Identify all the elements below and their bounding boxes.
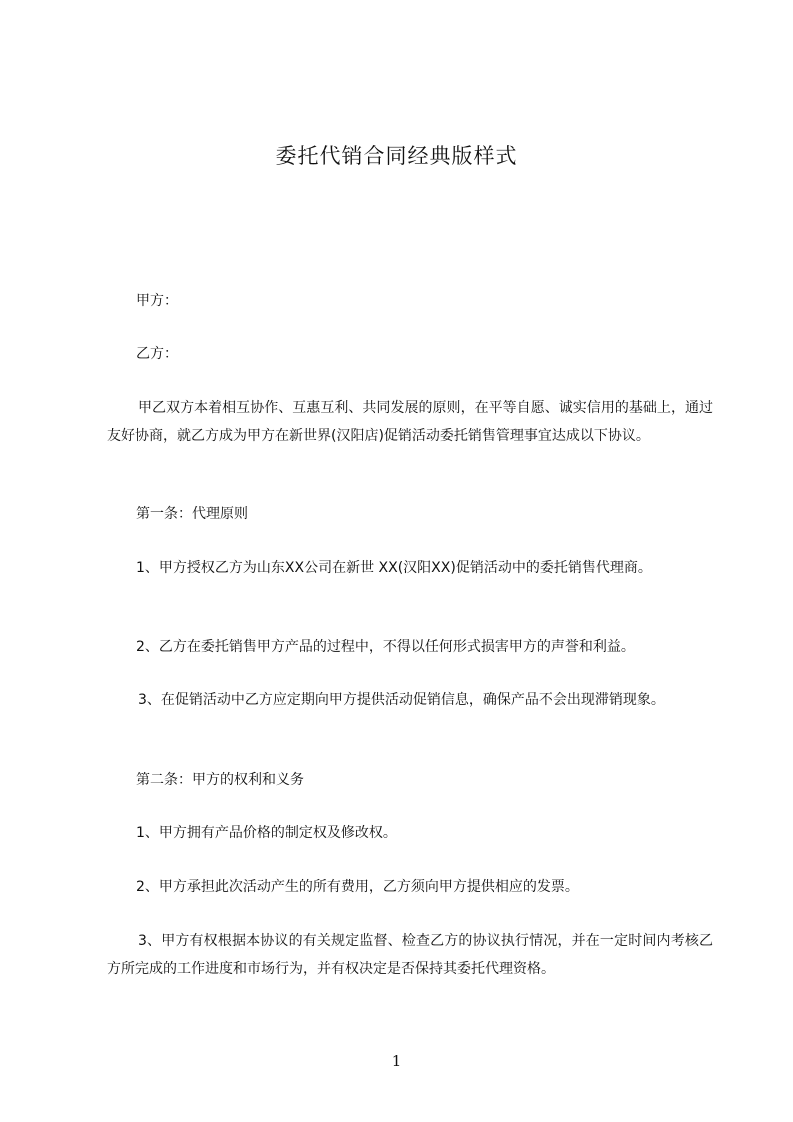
article-2-item-3: 3、甲方有权根据本协议的有关规定监督、检查乙方的协议执行情况，并在一定时间内考核乙方所完成的工作进度和市场行为，并有权决定是否保持其委托代理资格。 — [107, 933, 713, 977]
party-b-line: 乙方： — [136, 346, 178, 362]
preamble-paragraph: 甲乙双方本着相互协作、互惠互利、共同发展的原则，在平等自愿、诚实信用的基础上，通过友好协商，就乙方成为甲方在新世界(汉阳店)促销活动委托销售管理事宜达成以下协议。 — [107, 400, 713, 444]
article-2-heading: 第二条：甲方的权利和义务 — [136, 772, 304, 788]
article-1-heading: 第一条：代理原则 — [136, 506, 248, 522]
article-2-item-1: 1、甲方拥有产品价格的制定权及修改权。 — [136, 825, 397, 841]
article-1-item-3: 3、在促销活动中乙方应定期向甲方提供活动促销信息，确保产品不会出现滞销现象。 — [138, 692, 665, 708]
article-1-item-1: 1、甲方授权乙方为山东XX公司在新世 XX(汉阳XX)促销活动中的委托销售代理商。 — [136, 560, 652, 576]
document-title: 委托代销合同经典版样式 — [275, 144, 518, 168]
article-2-item-2: 2、甲方承担此次活动产生的所有费用，乙方须向甲方提供相应的发票。 — [136, 879, 579, 895]
page-number: 1 — [391, 1052, 402, 1070]
party-a-line: 甲方： — [136, 293, 178, 309]
article-1-item-2: 2、乙方在委托销售甲方产品的过程中，不得以任何形式损害甲方的声誉和利益。 — [136, 639, 635, 655]
